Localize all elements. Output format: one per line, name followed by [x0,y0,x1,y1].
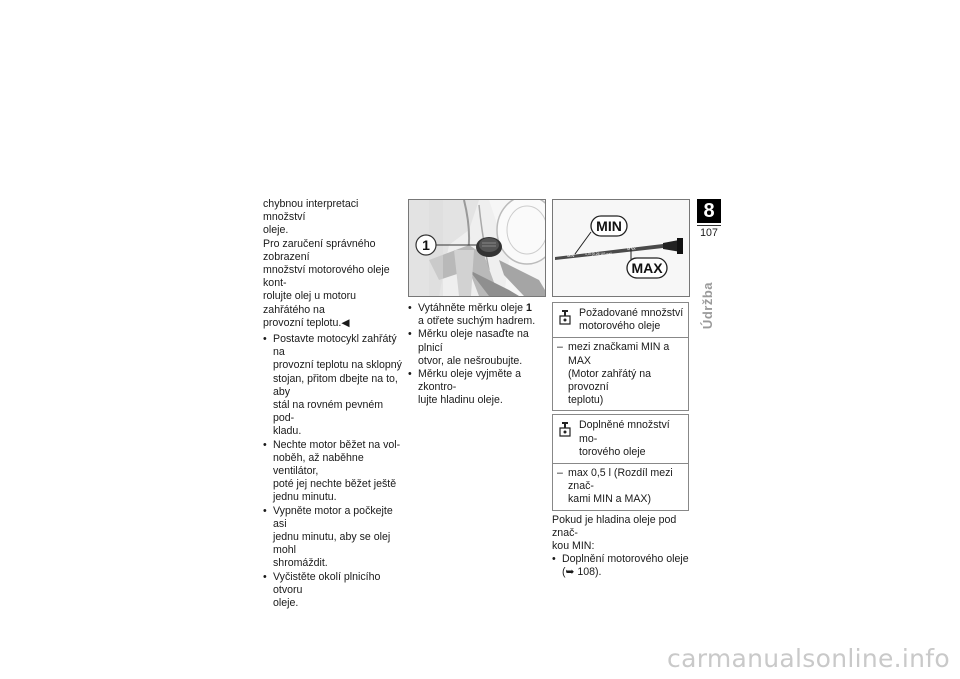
list-item[interactable]: • Doplnění motorového oleje (➥ 108). [552,553,689,579]
list-item: • Měrku oleje vyjměte a zkontro- lujte hladinu oleje. [408,368,546,408]
bullet-list [552,553,689,579]
text-column-3 [552,199,689,580]
max-label: MAX [631,260,663,276]
text-line: chybnou interpretaci množství [263,198,359,224]
spec-box-topup-oil [552,414,689,510]
spec-value: mezi značkami MIN a MAX (Motor zahřátý na provozní teplotu) [568,341,670,407]
spec-box-required-oil [552,302,689,411]
watermark-text: carmanualsonline.info [667,644,950,673]
callout-1: 1 [422,237,430,253]
oil-filler-photo [408,199,546,297]
stick-min-mark: MIN [567,253,575,258]
spec-title-line: torového oleje [579,445,646,458]
dash-marker: – [557,341,563,354]
spec-box-body [553,464,688,510]
dipstick-photo [552,199,690,297]
oil-can-icon [559,421,571,437]
bullet-list [263,333,403,610]
stick-volume-mark: 1,0l (0.26 US gal) [585,252,613,256]
engine-illustration [409,200,545,296]
condition-paragraph: Pokud je hladina oleje pod znač- kou MIN: [552,513,677,553]
spec-box-body [553,338,688,410]
page-number: 107 [700,227,718,239]
spec-box-header [553,415,688,464]
page-reference-link[interactable]: (➥ 108). [562,566,602,579]
bullet-list [408,302,546,408]
text-line: rolujte olej u motoru zahřátého na [263,290,357,316]
spec-title-line: motorového oleje [579,320,661,333]
intro-paragraph [263,198,403,330]
chapter-divider [697,225,721,226]
stick-max-mark: MAX [627,246,636,251]
list-item: • Měrku oleje nasaďte na plnicí otvor, ale nešroubujte. [408,328,546,368]
dipstick-illustration [553,200,689,296]
min-label: MIN [596,218,622,234]
list-item: • Vyčistěte okolí plnicího otvoru oleje. [263,571,403,611]
list-item: • Vypněte motor a počkejte asi jednu minutu, aby se olej mohl shromáždit. [263,505,403,571]
spec-value: max 0,5 l (Rozdíl mezi znač- kami MIN a MAX) [568,467,673,506]
oil-can-icon [559,309,571,325]
text-line: množství motorového oleje kont- [263,264,390,290]
list-item: • Vytáhněte měrku oleje 1 a otřete suchým hadrem. [408,302,546,328]
chapter-number: 8 [697,199,721,223]
text-column-2 [408,199,546,408]
text-line: provozní teplotu.◀ [263,316,350,329]
dash-marker: – [557,467,563,480]
text-line: Pro zaručení správného zobrazení [263,237,376,263]
list-item: • Nechte motor běžet na vol- noběh, až naběhne ventilátor, poté jej nechte běžet ještě jednu minutu. [263,439,403,505]
list-item: • Postavte motocykl zahřátý na provozní teplotu na sklopný stojan, přitom dbejte na to, aby stál na rovném pevném pod- kladu. [263,333,403,439]
section-label: Údržba [700,282,715,330]
text-column-1 [263,198,403,610]
spec-title-line: Požadované množství [579,307,684,319]
spec-box-header [553,303,688,338]
spec-title-line: Doplněné množství mo- [579,419,670,445]
text-line: oleje. [263,224,289,237]
